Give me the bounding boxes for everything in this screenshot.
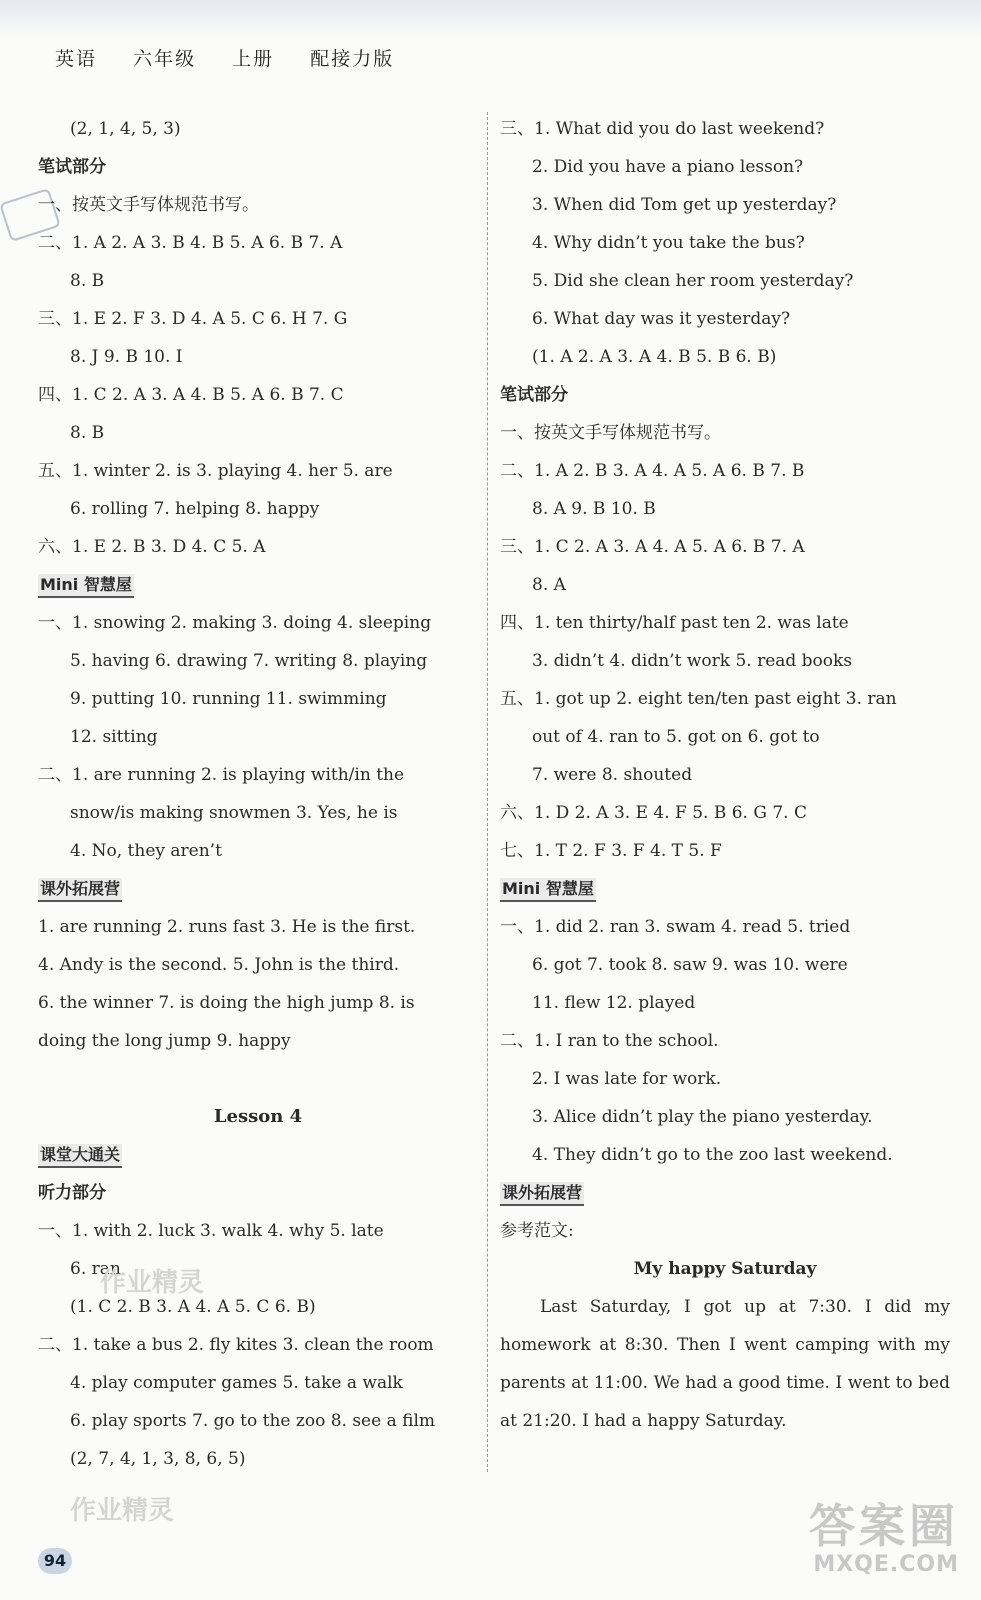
answer-line: 二、1. A 2. B 3. A 4. A 5. A 6. B 7. B (500, 461, 805, 481)
answer-line: 8. A (532, 575, 566, 595)
answer-line: snow/is making snowmen 3. Yes, he is (70, 803, 398, 823)
answer-line: 6. ran (70, 1259, 121, 1279)
logo-url: MXQE.COM (813, 1552, 959, 1577)
answer-line: 五、1. winter 2. is 3. playing 4. her 5. are (38, 461, 393, 481)
answer-line: 4. Andy is the second. 5. John is the third. (38, 955, 400, 975)
section-heading: 笔试部分 (500, 385, 568, 405)
spacer (38, 1060, 478, 1098)
section-heading: 听力部分 (38, 1183, 106, 1203)
answer-line: 6. got 7. took 8. saw 9. was 10. were (532, 955, 848, 975)
answer-line: 一、1. did 2. ran 3. swam 4. read 5. tried (500, 917, 851, 937)
answer-line: 一、1. with 2. luck 3. walk 4. why 5. late (38, 1221, 384, 1241)
answer-line: 五、1. got up 2. eight ten/ten past eight 3. ran (500, 689, 897, 709)
answer-line: 二、1. I ran to the school. (500, 1031, 719, 1051)
watermark-mid: 作业精灵 (100, 1268, 205, 1298)
top-decoration-band (0, 0, 981, 40)
answer-line: 7. were 8. shouted (532, 765, 693, 785)
answer-line: 七、1. T 2. F 3. F 4. T 5. F (500, 841, 722, 861)
right-answer-column (500, 110, 950, 1440)
page-header (55, 44, 422, 71)
answer-line: 8. B (70, 271, 105, 291)
site-logo-watermark (809, 1500, 959, 1577)
answer-line: 8. J 9. B 10. I (70, 347, 183, 367)
answer-line: 2. I was late for work. (532, 1069, 722, 1089)
answer-line: 4. play computer games 5. take a walk (70, 1373, 403, 1393)
lesson-title: Lesson 4 (213, 1106, 303, 1127)
watermark-bottom: 作业精灵 (70, 1496, 175, 1526)
section-tag (38, 566, 478, 604)
answer-line: 一、按英文手写体规范书写。 (38, 195, 259, 215)
essay-title: My happy Saturday (633, 1259, 817, 1279)
answer-line: (1. A 2. A 3. A 4. B 5. B 6. B) (532, 347, 777, 367)
answer-line: 6. the winner 7. is doing the high jump 8. is (38, 993, 415, 1013)
section-tag-label: 课外拓展营 (38, 878, 122, 902)
answer-line: 6. rolling 7. helping 8. happy (70, 499, 320, 519)
answer-line: 三、1. E 2. F 3. D 4. A 5. C 6. H 7. G (38, 309, 348, 329)
answer-line: 3. didn’t 4. didn’t work 5. read books (532, 651, 853, 671)
section-tag (38, 870, 478, 908)
answer-line: 六、1. D 2. A 3. E 4. F 5. B 6. G 7. C (500, 803, 807, 823)
answer-line: out of 4. ran to 5. got on 6. got to (532, 727, 820, 747)
answer-line: 11. flew 12. played (532, 993, 696, 1013)
answer-line: 5. Did she clean her room yesterday? (532, 271, 854, 291)
answer-line: 二、1. A 2. A 3. B 4. B 5. A 6. B 7. A (38, 233, 343, 253)
answer-line: (1. C 2. B 3. A 4. A 5. C 6. B) (70, 1297, 316, 1317)
answer-line: 9. putting 10. running 11. swimming (70, 689, 387, 709)
section-tag (500, 1174, 950, 1212)
header-grade: 六年级 (133, 48, 197, 70)
answer-line: 3. Alice didn’t play the piano yesterday. (532, 1107, 873, 1127)
answer-line: 6. play sports 7. go to the zoo 8. see a film (70, 1411, 436, 1431)
answer-line: 8. B (70, 423, 105, 443)
header-volume: 上册 (232, 48, 275, 70)
section-tag-label: Mini 智慧屋 (38, 574, 134, 598)
header-edition: 配接力版 (310, 48, 395, 70)
sample-essay: Last Saturday, I got up at 7:30. I did my homework at 8:30. Then I went camping with my parents at 11:00. We had a good time. I went to bed at 21:20. I had a happy Saturday. (500, 1297, 950, 1431)
section-tag-label: 课堂大通关 (38, 1144, 122, 1168)
answer-line: 参考范文: (500, 1221, 574, 1241)
header-subject: 英语 (55, 48, 98, 70)
section-tag (38, 1136, 478, 1174)
answer-line: 4. No, they aren’t (70, 841, 222, 861)
answer-line: 三、1. What did you do last weekend? (500, 119, 825, 139)
answer-line: 四、1. C 2. A 3. A 4. B 5. A 6. B 7. C (38, 385, 344, 405)
answer-line: 2. Did you have a piano lesson? (532, 157, 804, 177)
answer-line: 六、1. E 2. B 3. D 4. C 5. A (38, 537, 266, 557)
answer-line: 四、1. ten thirty/half past ten 2. was late (500, 613, 849, 633)
answer-line: 3. When did Tom get up yesterday? (532, 195, 837, 215)
answer-line: doing the long jump 9. happy (38, 1031, 291, 1051)
answer-line: (2, 1, 4, 5, 3) (70, 119, 181, 139)
logo-text: 答案圈 (809, 1499, 959, 1553)
section-heading: 笔试部分 (38, 157, 106, 177)
answer-line: 5. having 6. drawing 7. writing 8. playing (70, 651, 428, 671)
column-divider (487, 112, 488, 1472)
section-tag-label: Mini 智慧屋 (500, 878, 596, 902)
section-tag-label: 课外拓展营 (500, 1182, 584, 1206)
answer-line: 三、1. C 2. A 3. A 4. A 5. A 6. B 7. A (500, 537, 805, 557)
answer-line: 12. sitting (70, 727, 158, 747)
section-tag (500, 870, 950, 908)
answer-line: 一、1. snowing 2. making 3. doing 4. sleeping (38, 613, 432, 633)
answer-line: 二、1. take a bus 2. fly kites 3. clean the room (38, 1335, 434, 1355)
answer-line: 一、按英文手写体规范书写。 (500, 423, 721, 443)
answer-line: 4. Why didn’t you take the bus? (532, 233, 805, 253)
answer-line: 4. They didn’t go to the zoo last weekend. (532, 1145, 893, 1165)
answer-line: 6. What day was it yesterday? (532, 309, 791, 329)
answer-line: 二、1. are running 2. is playing with/in the (38, 765, 405, 785)
page-number: 94 (38, 1548, 72, 1574)
answer-line: 8. A 9. B 10. B (532, 499, 656, 519)
answer-line: (2, 7, 4, 1, 3, 8, 6, 5) (70, 1449, 246, 1469)
answer-line: 1. are running 2. runs fast 3. He is the first. (38, 917, 416, 937)
